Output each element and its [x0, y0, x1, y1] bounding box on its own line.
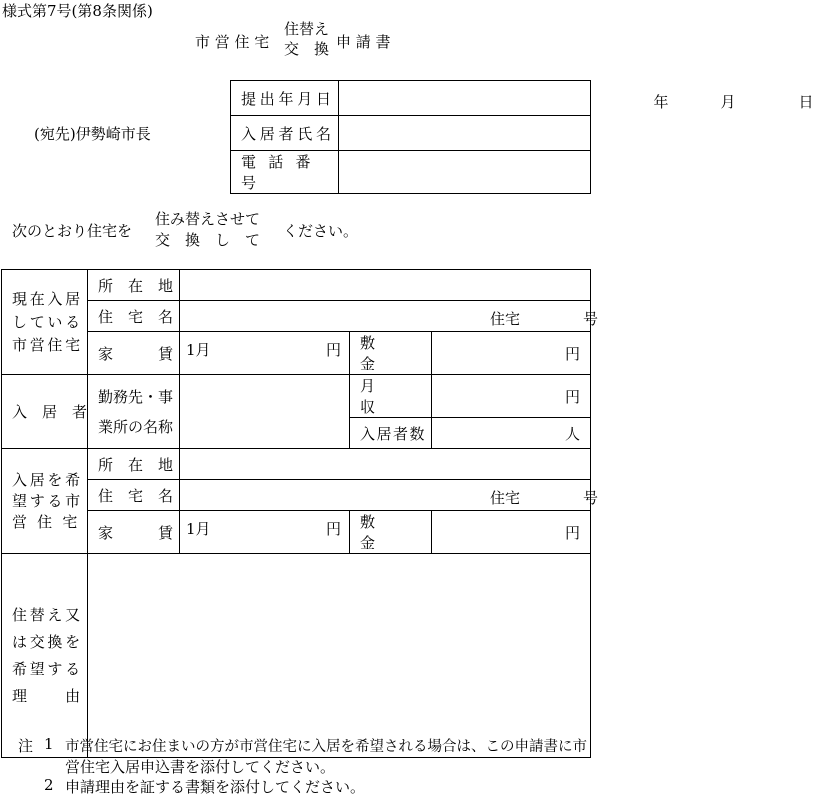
date-field[interactable] — [339, 81, 814, 116]
desired-house-unit1: 住宅 — [490, 489, 521, 507]
date-month: 月 — [720, 92, 736, 111]
current-rent-field[interactable] — [180, 332, 350, 375]
reason-heading-line3: 希望する — [12, 659, 83, 678]
note2-number: 2 — [44, 776, 54, 794]
current-heading-line3: 市営住宅 — [12, 335, 83, 354]
title-stack-bottom: 交 換 — [284, 40, 330, 58]
title-stack-top: 住替え — [284, 20, 330, 38]
desired-house-unit2: 号 — [583, 489, 599, 507]
workplace-label-line2: 業所の名称 — [98, 417, 174, 436]
note1-number: 1 — [44, 735, 54, 753]
date-label: 提出年月日 — [231, 81, 339, 116]
desired-location-field[interactable] — [180, 449, 591, 480]
reason-heading-line1: 住替え又 — [12, 605, 83, 624]
current-house-unit2: 号 — [583, 310, 599, 328]
request-stack-top: 住み替えさせて — [155, 210, 261, 228]
current-rent-prefix: 1月 — [186, 341, 211, 359]
reason-field[interactable] — [88, 554, 591, 758]
current-heading — [2, 270, 88, 375]
desired-rent-unit: 円 — [325, 520, 341, 538]
notes-label: 注 — [18, 737, 34, 755]
request-stack-bottom: 交 換 し て — [155, 231, 261, 249]
date-day: 日 — [798, 92, 814, 111]
current-rent-label: 家 賃 — [88, 332, 180, 375]
phone-field[interactable] — [339, 151, 591, 194]
desired-heading-line1: 入居を希 — [12, 470, 83, 489]
desired-deposit-field[interactable]: 円 — [432, 511, 591, 554]
income-label: 月 収 — [350, 375, 432, 418]
count-field[interactable]: 人 — [432, 418, 591, 449]
count-label: 入居者数 — [350, 418, 432, 449]
current-location-field[interactable] — [180, 270, 591, 301]
date-year: 年 — [653, 92, 669, 111]
current-house-label: 住 宅 名 — [88, 301, 180, 332]
main-table — [1, 269, 599, 758]
current-location-label: 所 在 地 — [88, 270, 180, 301]
current-deposit-field[interactable]: 円 — [432, 332, 591, 375]
income-field[interactable]: 円 — [432, 375, 591, 418]
reason-heading-line2: は交換を — [12, 632, 83, 651]
desired-heading-line2: 望する市 — [12, 491, 83, 510]
desired-rent-label: 家 賃 — [88, 511, 180, 554]
current-rent-unit: 円 — [325, 341, 341, 359]
workplace-label — [88, 375, 180, 449]
current-deposit-label: 敷 金 — [350, 332, 432, 375]
current-house-field[interactable] — [180, 301, 599, 332]
desired-deposit-label: 敷 金 — [350, 511, 432, 554]
name-label: 入居者氏名 — [231, 116, 339, 151]
note1-line1: 市営住宅にお住まいの方が市営住宅に入居を希望される場合は、この申請書に市 — [65, 739, 587, 755]
form-number: 様式第7号(第8条関係) — [2, 2, 153, 20]
resident-heading: 入 居 者 — [2, 375, 88, 449]
note1-line2: 営住宅入居申込書を添付してください。 — [65, 758, 336, 776]
request-suffix: ください。 — [283, 222, 359, 240]
phone-label: 電 話 番 号 — [231, 151, 339, 194]
desired-heading-line3: 営 住 宅 — [12, 512, 81, 531]
title-right: 申 請 書 — [336, 33, 391, 51]
desired-location-label: 所 在 地 — [88, 449, 180, 480]
desired-rent-prefix: 1月 — [186, 520, 211, 538]
addressee: (宛先)伊勢崎市長 — [34, 125, 151, 143]
reason-heading-line4: 理 由 — [12, 686, 83, 705]
desired-heading — [2, 449, 88, 554]
current-heading-line2: している — [12, 312, 83, 331]
name-field[interactable] — [339, 116, 591, 151]
reason-heading — [2, 554, 88, 758]
request-prefix: 次のとおり住宅を — [12, 222, 133, 240]
current-heading-line1: 現在入居 — [12, 289, 83, 308]
desired-house-label: 住 宅 名 — [88, 480, 180, 511]
desired-house-field[interactable] — [180, 480, 599, 511]
title-left: 市 営 住 宅 — [195, 33, 270, 51]
workplace-label-line1: 勤務先・事 — [98, 387, 174, 406]
header-table — [230, 80, 814, 194]
current-house-unit1: 住宅 — [490, 310, 521, 328]
desired-rent-field[interactable] — [180, 511, 350, 554]
note2-text: 申請理由を証する書類を添付してください。 — [65, 778, 366, 796]
workplace-field[interactable] — [180, 375, 350, 449]
